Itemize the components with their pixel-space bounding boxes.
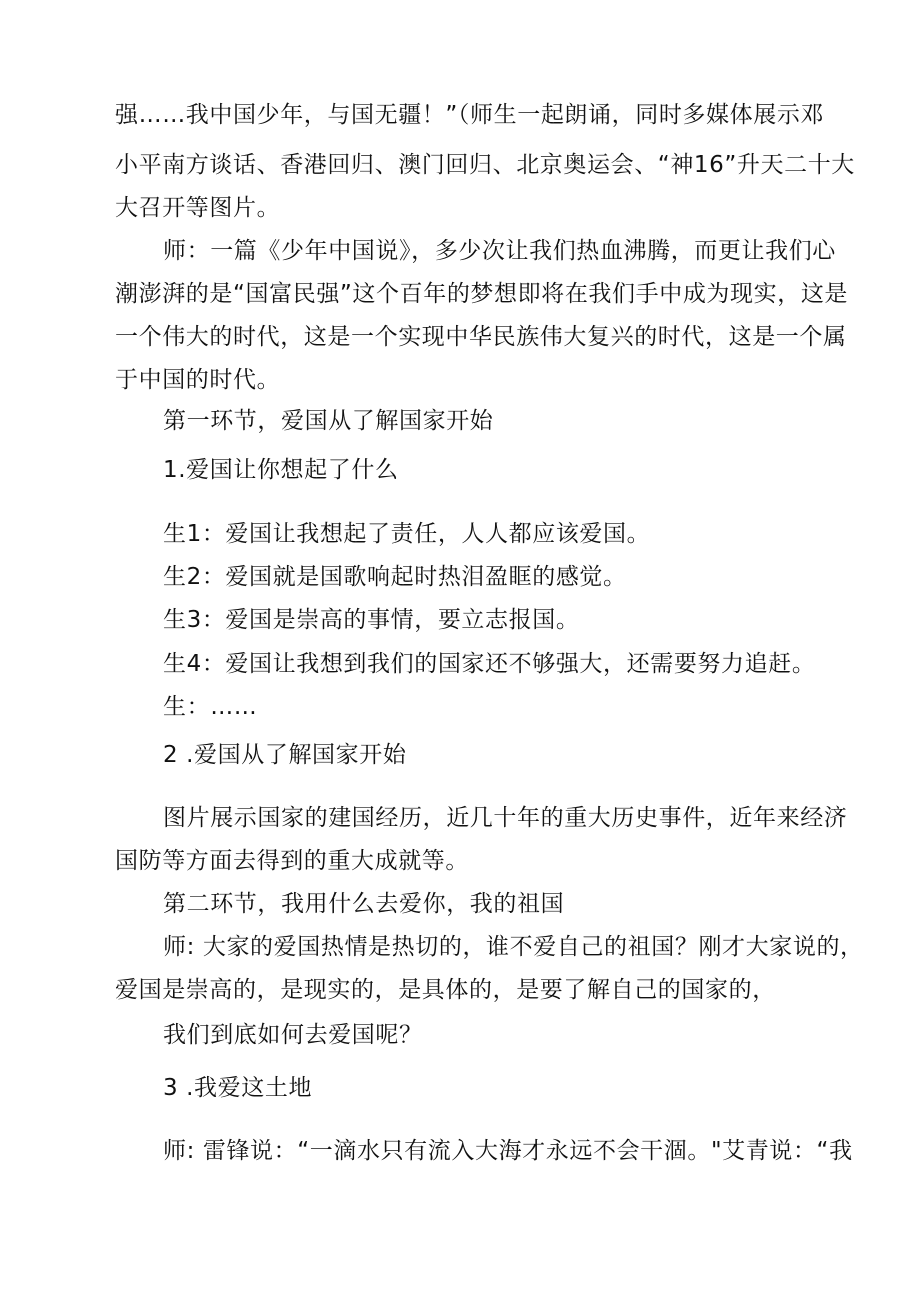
- paragraph-line: 师: 大家的爱国热情是热切的，谁不爱自己的祖国？刚才大家说的，: [163, 934, 864, 960]
- subsection-heading: 1.爱国让你想起了什么: [163, 457, 399, 483]
- paragraph-line: 潮澎湃的是“国富民强”这个百年的梦想即将在我们手中成为现实，这是: [115, 281, 849, 307]
- paragraph-line: 国防等方面去得到的重大成就等。: [115, 848, 469, 874]
- paragraph-line: 强……我中国少年，与国无疆！”（师生一起朗诵，同时多媒体展示邓: [115, 102, 825, 128]
- student-answer: 生2：爱国就是国歌响起时热泪盈眶的感觉。: [163, 564, 627, 590]
- paragraph-line: 小平南方谈话、香港回归、澳门回归、北京奥运会、“神16”升天二十大: [115, 152, 855, 178]
- paragraph-line: 于中国的时代。: [115, 367, 281, 393]
- paragraph-line: 师: 雷锋说：“一滴水只有流入大海才永远不会干涸。"艾青说：“我: [163, 1138, 853, 1164]
- student-answer: 生4：爱国让我想到我们的国家还不够强大，还需要努力追赶。: [163, 651, 816, 677]
- student-answer: 生1：爱国让我想起了责任，人人都应该爱国。: [163, 521, 651, 547]
- subsection-heading: 3 .我爱这土地: [163, 1075, 313, 1101]
- paragraph-line: 大召开等图片。: [115, 195, 281, 221]
- paragraph-line: 一个伟大的时代，这是一个实现中华民族伟大复兴的时代，这是一个属: [115, 324, 847, 350]
- section-heading: 第一环节，爱国从了解国家开始: [163, 408, 494, 434]
- student-answer: 生：……: [163, 694, 258, 720]
- paragraph-line: 我们到底如何去爱国呢？: [163, 1022, 423, 1048]
- section-heading: 第二环节，我用什么去爱你，我的祖国: [163, 891, 565, 917]
- paragraph-line: 爱国是崇高的，是现实的，是具体的，是要了解自己的国家的，: [115, 977, 776, 1003]
- student-answer: 生3：爱国是崇高的事情，要立志报国。: [163, 607, 580, 633]
- paragraph-line: 师：一篇《少年中国说》，多少次让我们热血沸腾，而更让我们心: [163, 238, 836, 264]
- subsection-heading: 2 .爱国从了解国家开始: [163, 742, 407, 768]
- paragraph-line: 图片展示国家的建国经历，近几十年的重大历史事件，近年来经济: [163, 805, 848, 831]
